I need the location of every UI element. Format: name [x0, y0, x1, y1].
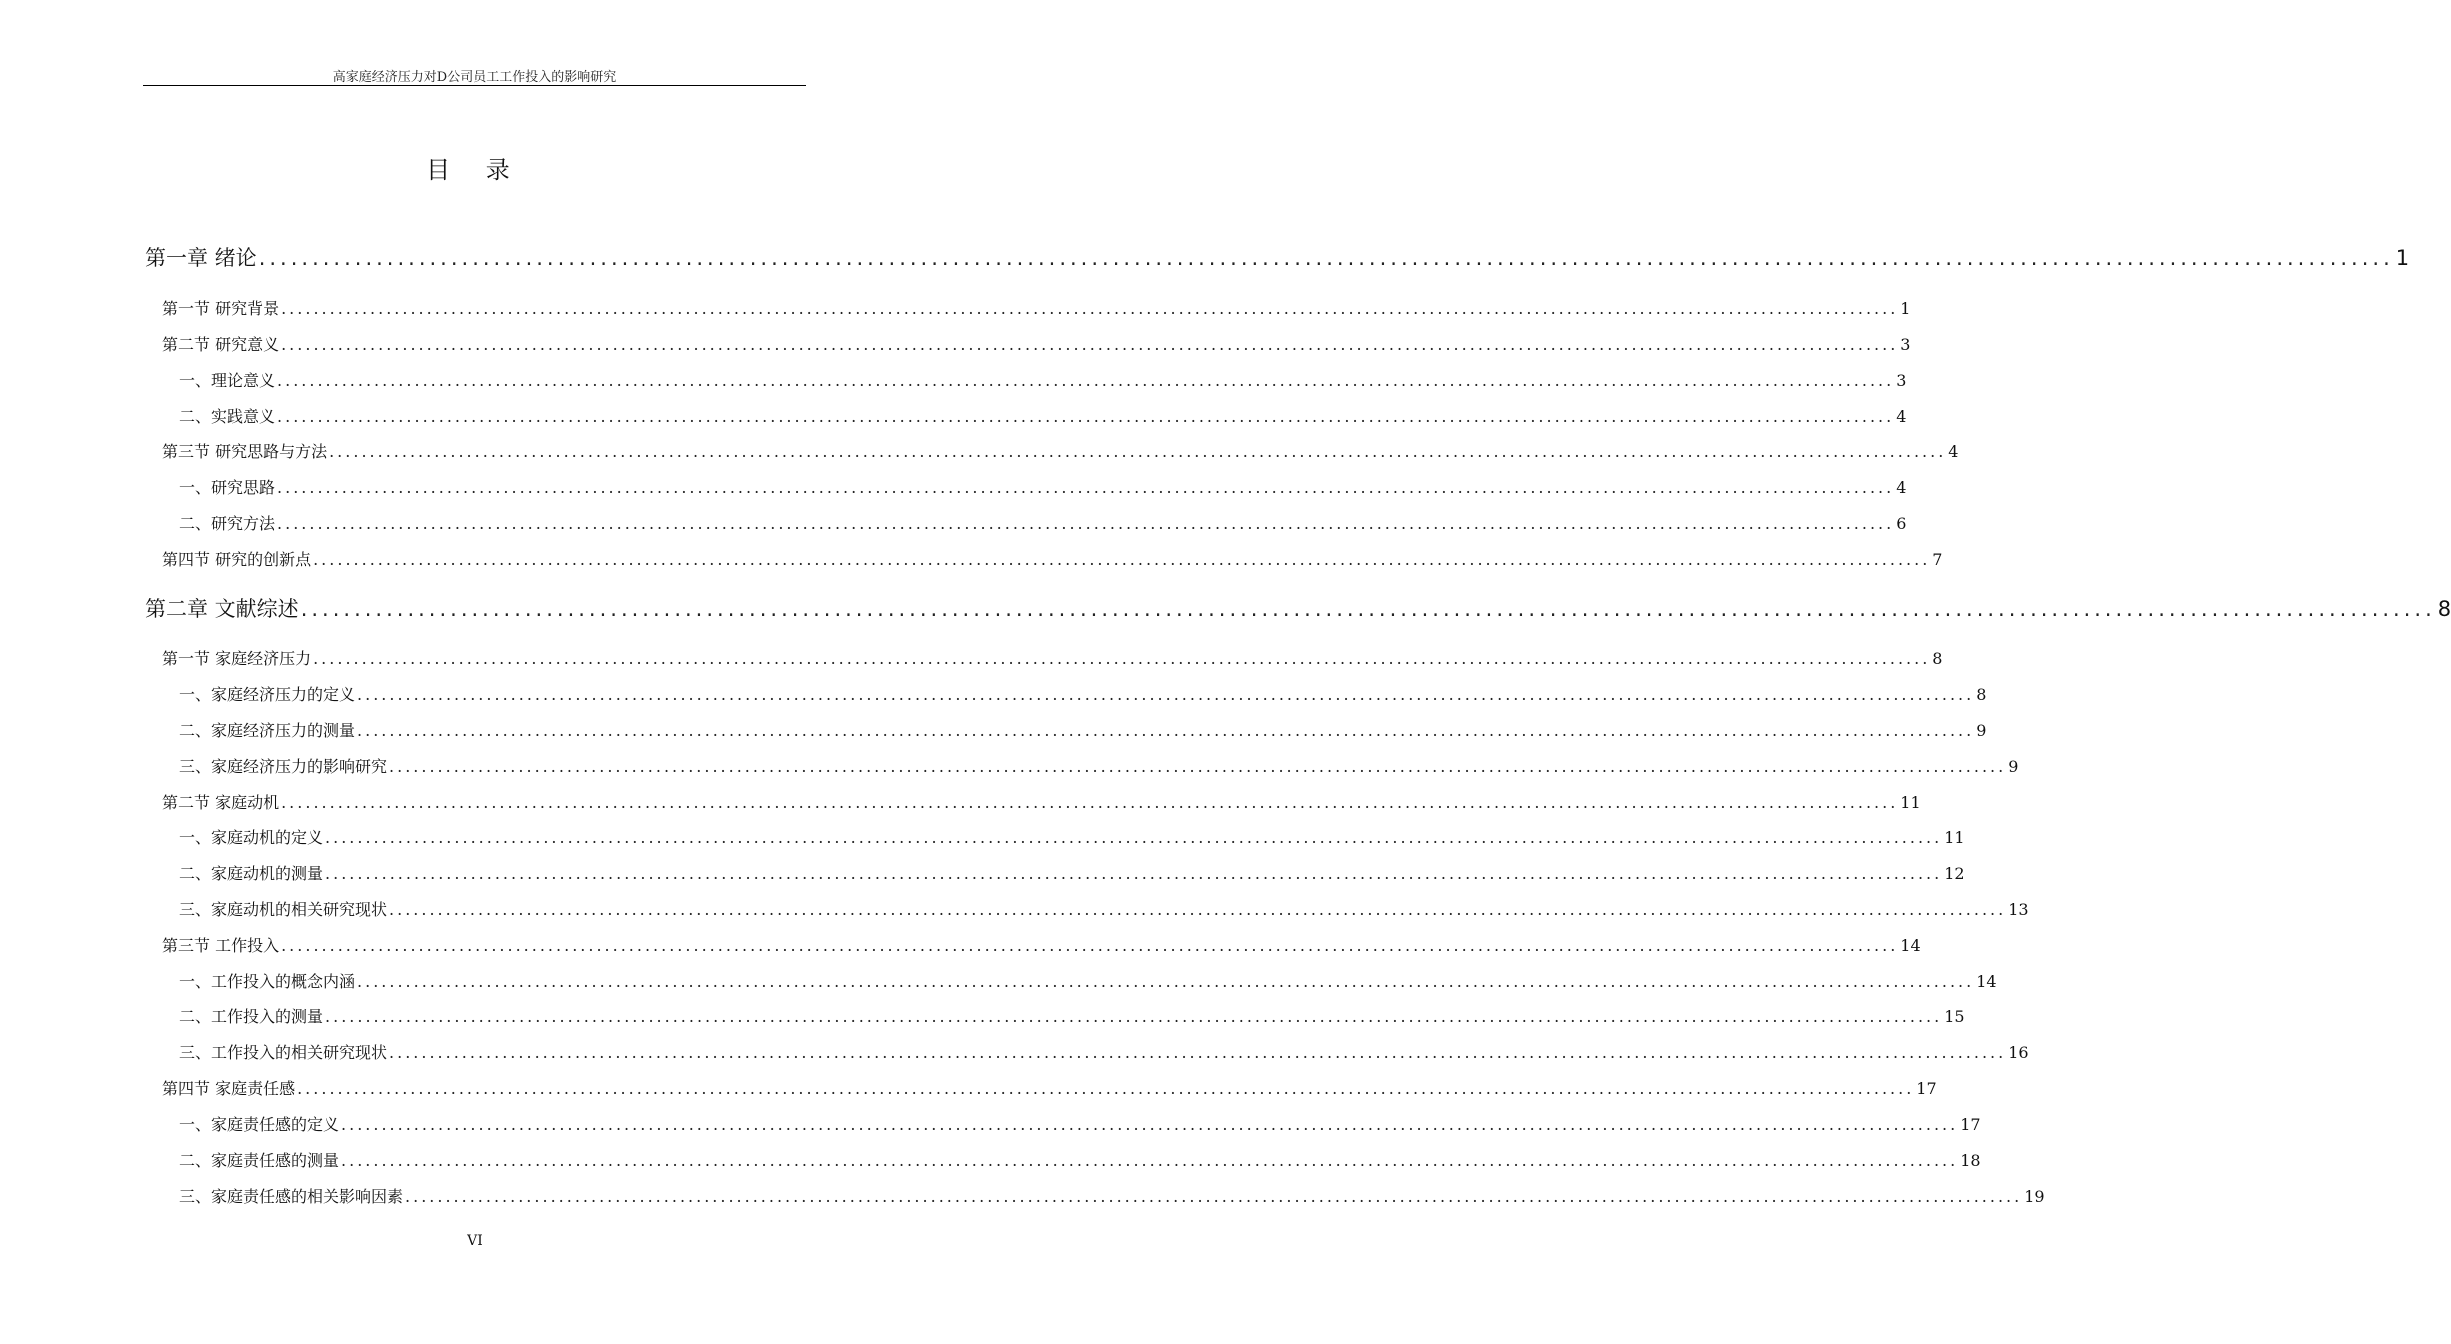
dot-leader: ........................................................................................................................................................................................................	[281, 793, 1899, 812]
toc-entry-subsection[interactable]	[179, 969, 1997, 992]
toc-entry-subsection[interactable]	[179, 718, 1987, 741]
dot-leader: ........................................................................................................................................................................................................	[389, 1043, 2007, 1062]
toc-entry-page: 17	[1916, 1079, 1937, 1098]
dot-leader: ........................................................................................................................................................................................................	[357, 972, 1975, 991]
dot-leader: ........................................................................................................................................................................................................	[277, 371, 1895, 390]
toc-entry-label: 二、工作投入的测量	[179, 1007, 324, 1026]
toc-entry-subsection[interactable]	[179, 861, 1965, 884]
header-rule	[143, 85, 806, 86]
toc-entry-subsection[interactable]	[179, 1112, 1981, 1135]
toc-entry-chapter[interactable]	[145, 593, 2451, 623]
dot-leader: ........................................................................................................................................................................................................	[325, 828, 1943, 847]
toc-entry-section[interactable]	[162, 933, 1921, 956]
toc-entry-page: 1	[1900, 299, 1911, 318]
dot-leader: ........................................................................................................................................................................................................	[277, 514, 1895, 533]
toc-entry-page: 7	[1932, 550, 1943, 569]
toc-entry-label: 一、家庭动机的定义	[179, 828, 324, 847]
toc-entry-page: 12	[1944, 864, 1965, 883]
toc-entry-page: 9	[2008, 757, 2019, 776]
dot-leader: ........................................................................................................................................................................................................	[300, 597, 2436, 621]
dot-leader: ........................................................................................................................................................................................................	[277, 407, 1895, 426]
toc-entry-subsection[interactable]	[179, 511, 1907, 534]
toc-entry-label: 一、理论意义	[179, 371, 276, 390]
dot-leader: ........................................................................................................................................................................................................	[357, 721, 1975, 740]
toc-entry-label: 一、工作投入的概念内涵	[179, 972, 356, 991]
dot-leader: ........................................................................................................................................................................................................	[341, 1115, 1959, 1134]
running-header: 高家庭经济压力对D公司员工工作投入的影响研究	[332, 70, 617, 85]
dot-leader: ........................................................................................................................................................................................................	[357, 685, 1975, 704]
toc-entry-label: 二、家庭经济压力的测量	[179, 721, 356, 740]
dot-leader: ........................................................................................................................................................................................................	[389, 900, 2007, 919]
toc-entry-page: 13	[2008, 900, 2029, 919]
dot-leader: ........................................................................................................................................................................................................	[281, 299, 1899, 318]
toc-entry-page: 4	[1896, 407, 1907, 426]
toc-entry-page: 14	[1900, 936, 1921, 955]
toc-entry-section[interactable]	[162, 296, 1911, 319]
toc-entry-subsection[interactable]	[179, 1148, 1981, 1171]
toc-entry-label: 二、家庭动机的测量	[179, 864, 324, 883]
toc-entry-subsection[interactable]	[179, 682, 1987, 705]
dot-leader: ........................................................................................................................................................................................................	[281, 335, 1899, 354]
toc-entry-label: 一、家庭责任感的定义	[179, 1115, 340, 1134]
toc-title: 目 录	[426, 156, 524, 184]
toc-entry-label: 第一章 绪论	[145, 246, 257, 270]
toc-entry-section[interactable]	[162, 646, 1943, 669]
toc-entry-label: 第四节 家庭责任感	[162, 1079, 296, 1098]
toc-entry-page: 9	[1976, 721, 1987, 740]
toc-entry-page: 15	[1944, 1007, 1965, 1026]
toc-entry-page: 3	[1896, 371, 1907, 390]
dot-leader: ........................................................................................................................................................................................................	[325, 864, 1943, 883]
toc-entry-label: 第三节 工作投入	[162, 936, 280, 955]
toc-entry-label: 第二章 文献综述	[145, 597, 299, 621]
toc-entry-label: 三、工作投入的相关研究现状	[179, 1043, 388, 1062]
toc-entry-label: 二、实践意义	[179, 407, 276, 426]
dot-leader: ........................................................................................................................................................................................................	[405, 1187, 2023, 1206]
dot-leader: ........................................................................................................................................................................................................	[325, 1007, 1943, 1026]
toc-entry-page: 17	[1960, 1115, 1981, 1134]
toc-entry-section[interactable]	[162, 439, 1959, 462]
toc-entry-chapter[interactable]	[145, 242, 2410, 272]
dot-leader: ........................................................................................................................................................................................................	[313, 550, 1931, 569]
toc-entry-page: 19	[2024, 1187, 2045, 1206]
toc-entry-label: 一、研究思路	[179, 478, 276, 497]
toc-entry-label: 第四节 研究的创新点	[162, 550, 312, 569]
toc-entry-subsection[interactable]	[179, 1040, 2029, 1063]
dot-leader: ........................................................................................................................................................................................................	[389, 757, 2007, 776]
toc-entry-subsection[interactable]	[179, 754, 2019, 777]
toc-entry-page: 11	[1944, 828, 1965, 847]
toc-entry-page: 18	[1960, 1151, 1981, 1170]
toc-entry-page: 11	[1900, 793, 1921, 812]
dot-leader: ........................................................................................................................................................................................................	[281, 936, 1899, 955]
dot-leader: ........................................................................................................................................................................................................	[277, 478, 1895, 497]
toc-entry-label: 三、家庭经济压力的影响研究	[179, 757, 388, 776]
toc-entry-page: 3	[1900, 335, 1911, 354]
toc-entry-page: 4	[1896, 478, 1907, 497]
toc-entry-page: 8	[1932, 649, 1943, 668]
toc-entry-label: 第一节 研究背景	[162, 299, 280, 318]
dot-leader: ........................................................................................................................................................................................................	[341, 1151, 1959, 1170]
toc-entry-section[interactable]	[162, 1076, 1937, 1099]
toc-entry-label: 二、家庭责任感的测量	[179, 1151, 340, 1170]
toc-entry-page: 8	[2437, 597, 2451, 621]
toc-entry-page: 6	[1896, 514, 1907, 533]
toc-entry-label: 二、研究方法	[179, 514, 276, 533]
toc-entry-label: 三、家庭责任感的相关影响因素	[179, 1187, 404, 1206]
toc-entry-page: 1	[2395, 246, 2410, 270]
toc-entry-page: 8	[1976, 685, 1987, 704]
toc-entry-subsection[interactable]	[179, 1004, 1965, 1027]
toc-entry-label: 一、家庭经济压力的定义	[179, 685, 356, 704]
toc-entry-subsection[interactable]	[179, 897, 2029, 920]
dot-leader: ........................................................................................................................................................................................................	[297, 1079, 1915, 1098]
toc-entry-subsection[interactable]	[179, 825, 1965, 848]
toc-entry-subsection[interactable]	[179, 404, 1907, 427]
dot-leader: ........................................................................................................................................................................................................	[313, 649, 1931, 668]
toc-entry-label: 第二节 研究意义	[162, 335, 280, 354]
toc-entry-label: 第三节 研究思路与方法	[162, 442, 328, 461]
toc-entry-label: 三、家庭动机的相关研究现状	[179, 900, 388, 919]
toc-entry-subsection[interactable]	[179, 1184, 2045, 1207]
toc-entry-subsection[interactable]	[179, 368, 1907, 391]
toc-entry-section[interactable]	[162, 332, 1911, 355]
toc-entry-label: 第二节 家庭动机	[162, 793, 280, 812]
toc-entry-section[interactable]	[162, 547, 1943, 570]
dot-leader: ........................................................................................................................................................................................................	[258, 246, 2394, 270]
toc-entry-page: 4	[1948, 442, 1959, 461]
page-number: VI	[467, 1233, 483, 1249]
toc-entry-page: 16	[2008, 1043, 2029, 1062]
toc-entry-subsection[interactable]	[179, 475, 1907, 498]
toc-entry-section[interactable]	[162, 790, 1921, 813]
toc-entry-page: 14	[1976, 972, 1997, 991]
dot-leader: ........................................................................................................................................................................................................	[329, 442, 1947, 461]
toc-entry-label: 第一节 家庭经济压力	[162, 649, 312, 668]
